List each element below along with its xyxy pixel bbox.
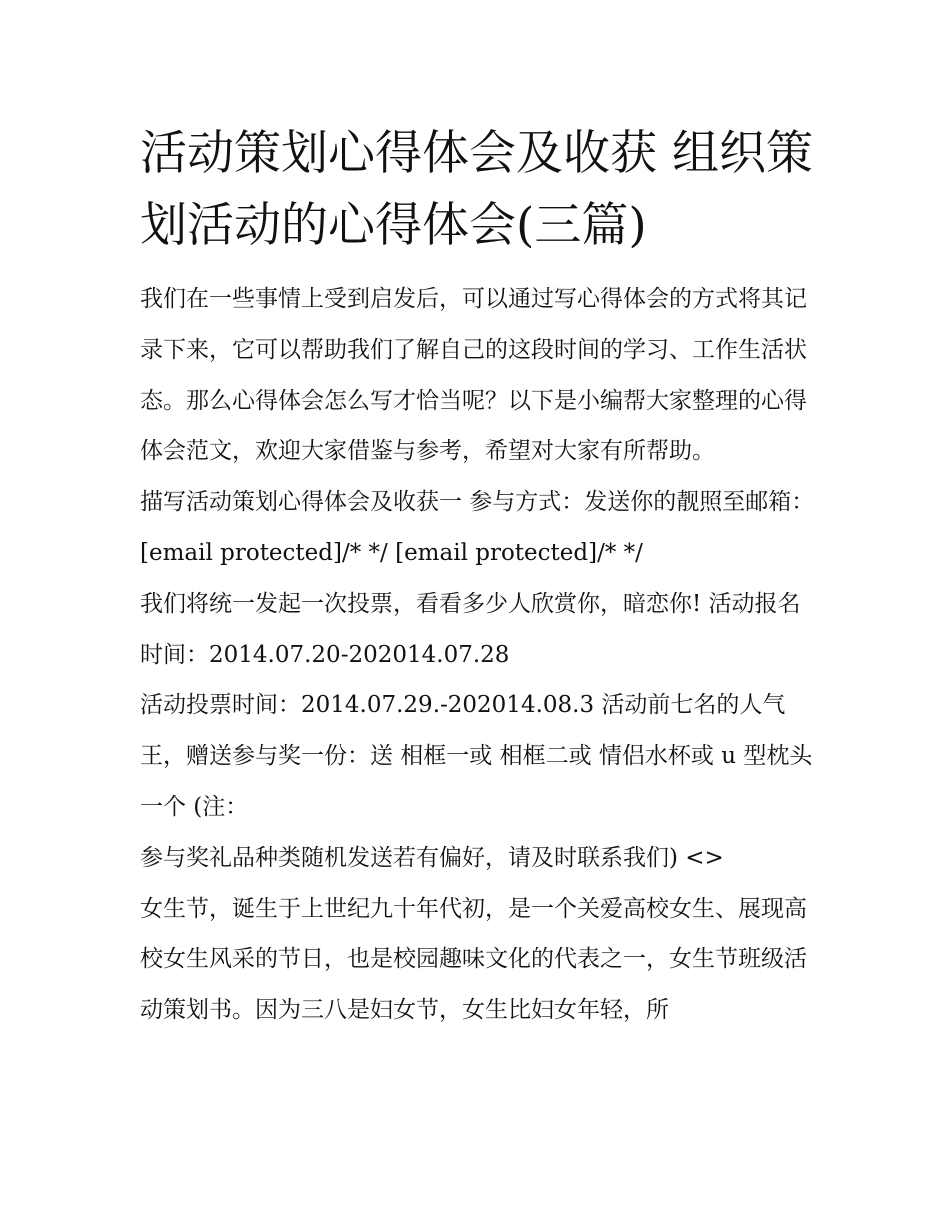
registration-paragraph: 我们将统一发起一次投票，看看多少人欣赏你，暗恋你! 活动报名时间：2014.07.20-202014.07.28 xyxy=(140,590,801,668)
gift-note-paragraph: 参与奖礼品种类随机发送若有偏好，请及时联系我们) <> xyxy=(140,844,724,871)
participation-paragraph: 描写活动策划心得体会及收获一 参与方式：发送你的靓照至邮箱：[email protected]/* */ [email protected]/* */ xyxy=(140,489,815,566)
voting-paragraph: 活动投票时间：2014.07.29.-202014.08.3 活动前七名的人气王，赠送参与奖一份：送 相框一或 相框二或 情侣水杯或 u 型枕头一个 (注： xyxy=(140,692,813,820)
intro-paragraph: 我们在一些事情上受到启发后，可以通过写心得体会的方式将其记录下来，它可以帮助我们了解自己的这段时间的学习、工作生活状态。那么心得体会怎么写才恰当呢？以下是小编帮大家整理的心得体会范文，欢迎大家借鉴与参考，希望对大家有所帮助。 xyxy=(140,286,807,465)
document-page xyxy=(140,118,820,1036)
document-title: 活动策划心得体会及收获 组织策划活动的心得体会(三篇) xyxy=(140,126,813,253)
girls-day-paragraph: 女生节，诞生于上世纪九十年代初，是一个关爱高校女生、展现高校女生风采的节日，也是校园趣味文化的代表之一，女生节班级活动策划书。因为三八是妇女节，女生比妇女年轻，所 xyxy=(140,895,807,1024)
